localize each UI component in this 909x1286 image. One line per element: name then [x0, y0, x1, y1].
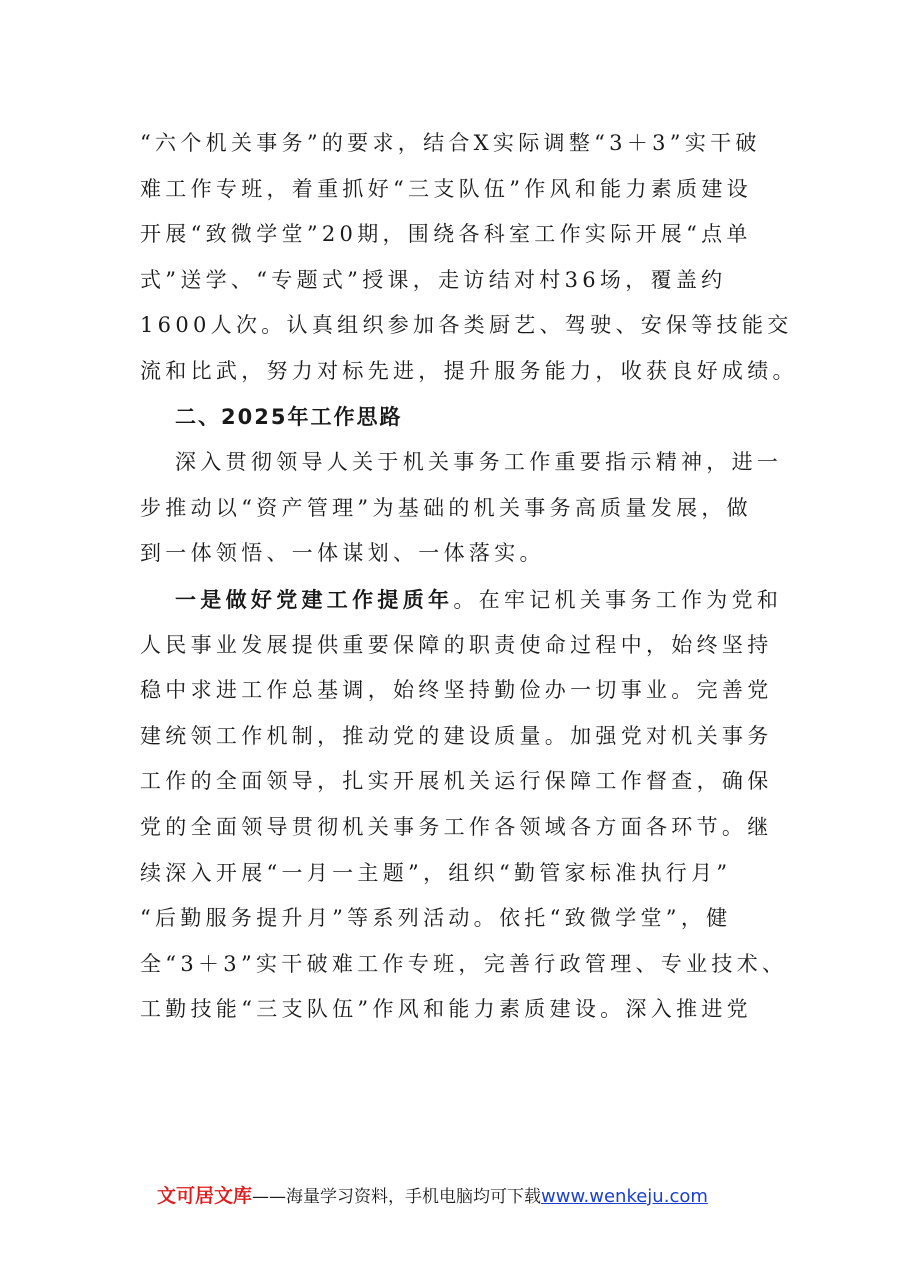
paragraph-line: 全“3＋3”实干破难工作专班，完善行政管理、专业技术、	[140, 951, 788, 976]
footer	[157, 1184, 708, 1209]
paragraph-line: “后勤服务提升月”等系列活动。依托“致微学堂”，健	[140, 906, 732, 931]
paragraph-line: 党的全面领导贯彻机关事务工作各领域各方面各环节。继	[140, 814, 773, 839]
paragraph-line: 稳中求进工作总基调，始终坚持勤俭办一切事业。完善党	[140, 678, 773, 703]
document-body	[140, 121, 798, 1033]
footer-brand: 文可居文库	[157, 1185, 253, 1207]
paragraph-line: 续深入开展“一月一主题”，组织“勤管家标准执行月”	[140, 860, 732, 885]
intro-line: 步推动以“资产管理”为基础的机关事务高质量发展，做	[140, 495, 752, 520]
point-first-line	[140, 577, 790, 623]
paragraph-line: 建统领工作机制，推动党的建设质量。加强党对机关事务	[140, 723, 773, 748]
paragraph-line: 人民事业发展提供重要保障的职责使命过程中，始终坚持	[140, 632, 773, 657]
footer-description: ——海量学习资料，手机电脑均可下载	[252, 1187, 542, 1207]
paragraph-line: “六个机关事务”的要求，结合X实际调整“3＋3”实干破	[140, 131, 761, 155]
intro-line: 到一体领悟、一体谋划、一体落实。	[140, 541, 545, 566]
paragraph-line: 难工作专班，着重抓好“三支队伍”作风和能力素质建设	[140, 176, 752, 201]
paragraph-line: 流和比武，努力对标先进，提升服务能力，收获良好成绩。	[140, 358, 798, 383]
paragraph-line: 开展“致微学堂”20期，围绕各科室工作实际开展“点单	[140, 222, 752, 247]
footer-link[interactable]: www.wenkeju.com	[541, 1186, 708, 1207]
paragraph-line: 式”送学、“专题式”授课，走访结对村36场，覆盖约	[140, 267, 727, 292]
section-heading: 二、2025年工作思路	[175, 404, 403, 429]
paragraph-line: 工作的全面领导，扎实开展机关运行保障工作督查，确保	[140, 769, 773, 794]
point-title: 一是做好党建工作提质年	[175, 586, 454, 612]
paragraph-line: 1600人次。认真组织参加各类厨艺、驾驶、安保等技能交	[140, 313, 793, 338]
intro-line: 深入贯彻领导人关于机关事务工作重要指示精神，进一	[175, 450, 783, 475]
paragraph-line: 工勤技能“三支队伍”作风和能力素质建设。深入推进党	[140, 997, 752, 1022]
point-first-rest: 。在牢记机关事务工作为党和	[453, 587, 783, 612]
